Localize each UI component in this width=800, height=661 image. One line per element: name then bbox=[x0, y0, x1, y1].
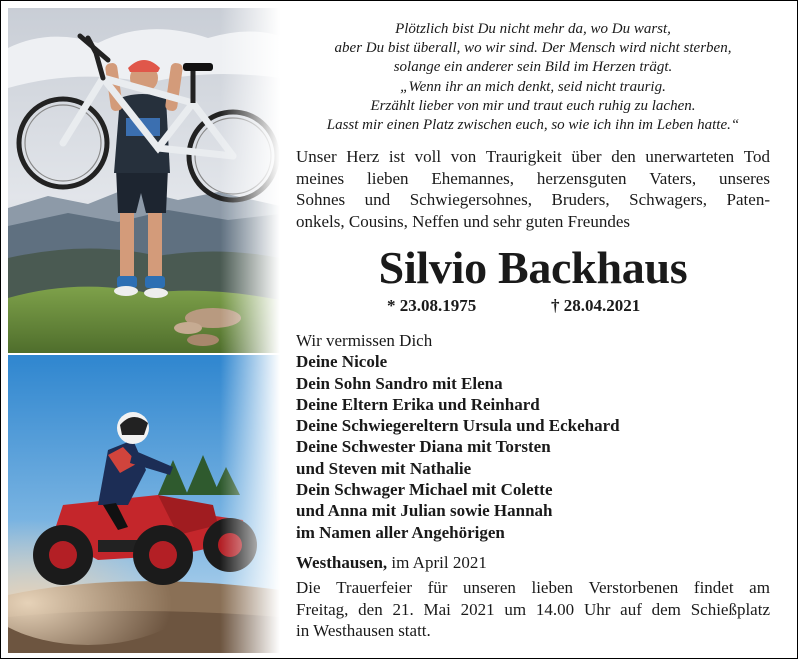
funeral-line bbox=[296, 599, 770, 621]
word: für bbox=[427, 578, 448, 597]
death-date: † 28.04.2021 bbox=[551, 296, 641, 315]
word: am bbox=[749, 578, 770, 597]
funeral-notice bbox=[296, 577, 770, 642]
quote-line: Plötzlich bist Du nicht mehr da, wo Du warst, bbox=[395, 21, 671, 37]
quote-line: Erzählt lieber von mir und traut euch ruhig zu lachen. bbox=[370, 97, 696, 114]
mourner-line: Deine Nicole bbox=[296, 352, 388, 372]
mourner-line: Dein Schwager Michael mit Colette bbox=[296, 480, 553, 500]
intro-line bbox=[296, 189, 770, 211]
place-name: Westhausen, bbox=[296, 553, 388, 572]
word: Traurigkeit bbox=[485, 147, 562, 166]
word: Verstorbenen bbox=[588, 578, 679, 597]
word: Trauerfeier bbox=[336, 578, 412, 597]
word: Die bbox=[296, 578, 321, 597]
word: den bbox=[611, 147, 636, 166]
word: voll bbox=[414, 147, 442, 166]
word: herzensguten bbox=[536, 168, 627, 188]
word: Schwagers, bbox=[629, 190, 708, 209]
mourner-line: Deine Schwester Diana mit Torsten bbox=[296, 437, 551, 457]
word: lieben bbox=[531, 578, 574, 597]
place-date bbox=[296, 552, 770, 573]
quote-line: „Wenn ihr an mich denkt, seid nicht traurig. bbox=[400, 78, 666, 95]
word: von bbox=[450, 147, 477, 166]
mourners-intro: Wir vermissen Dich bbox=[296, 331, 433, 350]
quote-line: solange ein anderer sein Bild im Herzen trägt. bbox=[393, 59, 673, 76]
word: Vaters, bbox=[649, 168, 697, 188]
photo-mountain-bike bbox=[8, 8, 280, 353]
word: Bruders, bbox=[551, 190, 610, 209]
word: Mai bbox=[423, 599, 451, 619]
word: Ehemannes, bbox=[431, 168, 514, 188]
word: 21. bbox=[392, 599, 414, 619]
intro-line: onkels, Cousins, Neffen und sehr guten Freundes bbox=[296, 211, 630, 231]
word: Tod bbox=[743, 147, 770, 166]
word: Uhr bbox=[583, 599, 611, 619]
intro-paragraph bbox=[296, 146, 770, 232]
intro-line bbox=[296, 146, 770, 168]
mourner-line: Deine Eltern Erika und Reinhard bbox=[296, 394, 540, 414]
mourner-line: und Steven mit Nathalie bbox=[296, 458, 472, 478]
birth-date: * 23.08.1975 bbox=[387, 296, 477, 315]
mourner-line: Deine Schwiegereltern Ursula und Eckehard bbox=[296, 416, 620, 436]
word: unerwarteten bbox=[645, 147, 735, 166]
deceased-name: Silvio Backhaus bbox=[378, 242, 688, 293]
word: 2021 bbox=[460, 599, 495, 619]
word: um bbox=[504, 599, 527, 619]
memorial-quote bbox=[296, 20, 770, 135]
word: Sohnes bbox=[296, 190, 346, 209]
word: lieben bbox=[367, 168, 409, 188]
word: Schwiegersohnes, bbox=[409, 190, 532, 209]
quote-line: aber Du bist überall, wo wir sind. Der Mensch wird nicht sterben, bbox=[334, 40, 732, 57]
word: auf bbox=[620, 599, 642, 619]
word: unseres bbox=[718, 168, 770, 188]
word: findet bbox=[693, 578, 734, 597]
funeral-line: in Westhausen statt. bbox=[296, 621, 431, 640]
intro-line bbox=[296, 168, 770, 190]
word: Unser bbox=[296, 147, 337, 166]
word: 14.00 bbox=[535, 599, 575, 619]
word: den bbox=[358, 599, 383, 619]
word: Schießplatz bbox=[690, 599, 770, 619]
word: Paten- bbox=[726, 190, 770, 209]
mourner-line: Dein Sohn Sandro mit Elena bbox=[296, 373, 503, 393]
funeral-line bbox=[296, 577, 770, 599]
word: unseren bbox=[463, 578, 516, 597]
photo-quad bbox=[8, 355, 280, 653]
word: und bbox=[364, 190, 391, 209]
word: Herz bbox=[346, 147, 380, 166]
word: dem bbox=[651, 599, 681, 619]
word: über bbox=[571, 147, 602, 166]
place-date-text: im April 2021 bbox=[387, 553, 487, 572]
word: ist bbox=[388, 147, 405, 166]
mourner-line: und Anna mit Julian sowie Hannah bbox=[296, 501, 553, 521]
word: meines bbox=[296, 168, 345, 188]
word: Freitag, bbox=[296, 599, 349, 619]
mourners-list bbox=[296, 330, 770, 543]
mourner-line: im Namen aller Angehörigen bbox=[296, 522, 505, 542]
quote-line: Lasst mir einen Platz zwischen euch, so wie ich ihn im Leben hatte.“ bbox=[326, 117, 740, 134]
